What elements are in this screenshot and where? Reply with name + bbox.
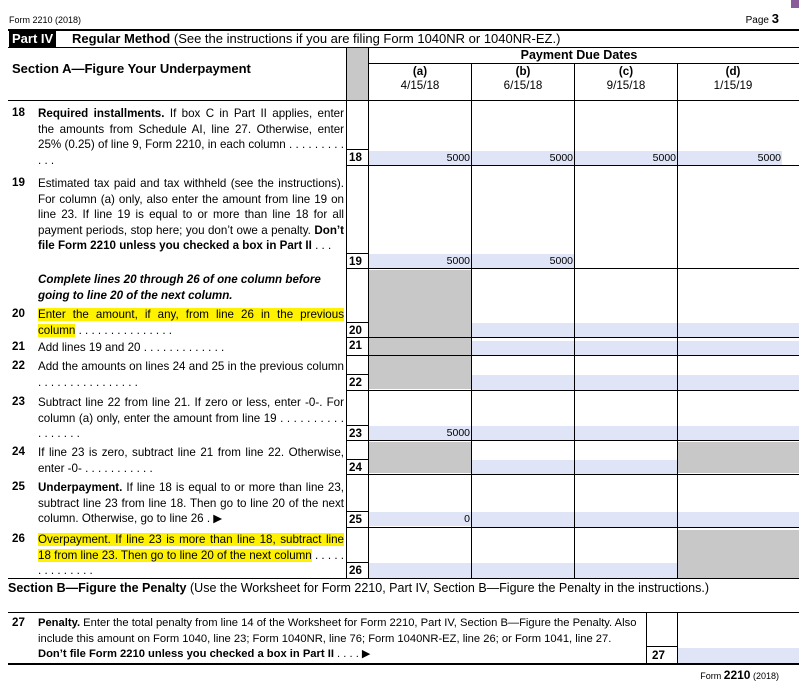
col-c-header: [575, 65, 677, 93]
line-25-text: [38, 480, 344, 527]
line-24-text: [38, 445, 344, 476]
line-18-col-a[interactable]: 5000: [369, 151, 472, 165]
col-d-shade-24: [678, 442, 799, 473]
col-a-shade-24: [369, 442, 471, 473]
col-d-shade-26: [678, 530, 799, 578]
part-instructions: (See the instructions if you are filing Form 1040NR or 1040NR-EZ.): [173, 31, 561, 46]
line-27-text: [38, 616, 642, 663]
line-25-num: 25: [12, 480, 25, 493]
line-23-col-c[interactable]: [575, 426, 677, 440]
part-tag: Part IV: [9, 31, 56, 47]
line-19-col-b[interactable]: 5000: [472, 254, 575, 268]
line-18-num: 18: [12, 106, 25, 119]
line-25-col-b[interactable]: [472, 512, 574, 527]
line-24-box: 24: [346, 459, 368, 475]
line-23-text: [38, 395, 344, 442]
line-22-dots: . . . . . . . . . . . . . . . .: [38, 375, 138, 389]
line-23-dots: . . . . . . . . . . . . . . . . .: [38, 411, 344, 441]
col-a-shade-20-22: [369, 270, 471, 389]
line-22-text: [38, 359, 344, 390]
col-b-header: [472, 65, 574, 93]
col-b-label: (b): [515, 65, 531, 78]
footer: [700, 668, 779, 682]
line-18-col-d[interactable]: 5000: [678, 151, 782, 165]
form-id: Form 2210 (2018): [9, 15, 82, 25]
section-b-header: [8, 581, 768, 596]
section-a-title: Section A—Figure Your Underpayment: [12, 61, 251, 76]
line-27-bold: Penalty.: [38, 617, 81, 629]
line-19-dots: . . .: [315, 239, 332, 253]
line-22-col-d[interactable]: [678, 375, 799, 390]
line-25-box: 25: [346, 511, 368, 527]
line-23-num: 23: [12, 395, 25, 408]
line-26-col-c[interactable]: [575, 563, 677, 578]
line-26-body: Overpayment. If line 23 is more than line 18, subtract line 18 from line 23. Then go to line 20 of the next column: [38, 533, 344, 562]
line-24-body: If line 23 is zero, subtract line 21 from line 22. Otherwise, enter -0-: [38, 446, 344, 475]
part-title: Regular Method: [72, 31, 171, 46]
line-19-num: 19: [12, 176, 25, 189]
line-24-num: 24: [12, 445, 25, 458]
line-19-text: [38, 176, 344, 254]
line-23-box: 23: [346, 425, 368, 441]
header-shade: [346, 48, 368, 100]
line-23-body: Subtract line 22 from line 21. If zero or less, enter -0-. For column (a) only, enter the amount from line 19: [38, 396, 344, 425]
col-d-header: [678, 65, 788, 93]
line-18-box: 18: [346, 149, 368, 165]
line-23-col-d[interactable]: [678, 426, 799, 440]
col-b-date: 6/15/18: [503, 79, 543, 92]
line-18-col-c[interactable]: 5000: [575, 151, 678, 165]
page-number: [746, 11, 779, 26]
payment-due-dates: Payment Due Dates: [520, 48, 638, 62]
line-20-text: [38, 307, 344, 338]
line-23-col-b[interactable]: [472, 426, 574, 440]
line-24-col-c[interactable]: [575, 460, 677, 474]
line-22-col-b[interactable]: [472, 375, 574, 390]
line-20-col-d[interactable]: [678, 323, 799, 337]
line-27-num: 27: [12, 616, 25, 629]
line-18-col-b[interactable]: 5000: [472, 151, 575, 165]
line-22-num: 22: [12, 359, 25, 372]
line-27-bold2: Don’t file Form 2210 unless you checked a box in Part II: [38, 648, 334, 661]
line-26-col-a[interactable]: [369, 563, 471, 578]
line-20-dots: . . . . . . . . . . . . . . .: [78, 323, 173, 337]
line-21-num: 21: [12, 340, 25, 353]
col-c-date: 9/15/18: [606, 79, 646, 92]
line-22-box: 22: [346, 374, 368, 390]
line-24-dots: . . . . . . . . . . .: [85, 461, 153, 475]
part-heading: [72, 31, 560, 47]
col-a-header: [369, 65, 471, 93]
line-18-bold: Required installments.: [38, 107, 165, 120]
line-19-body: Estimated tax paid and tax withheld (see the instructions). For column (a) only, also enter the amount from line 19 on line 23. If line 19 is equal to or more than line 18 for all payment periods, stop here; you don’t owe a penalty.: [38, 177, 344, 237]
page-label: Page: [745, 15, 769, 26]
line-20-col-b[interactable]: [472, 323, 574, 337]
line-24-col-b[interactable]: [472, 460, 574, 474]
line-26-dots: . . . . . . . . . . . . . .: [38, 548, 344, 578]
line-26-col-b[interactable]: [472, 563, 574, 578]
footer-num: 2210: [723, 668, 751, 682]
line-18-text: [38, 106, 344, 168]
line-25-col-a[interactable]: 0: [369, 512, 472, 526]
line-19-bold: Don’t file Form 2210 unless you checked a box in Part II: [38, 223, 344, 253]
page-num: 3: [771, 11, 779, 26]
line-27-amount[interactable]: [678, 648, 799, 663]
line-25-col-d[interactable]: [678, 512, 799, 527]
line-19-col-a[interactable]: 5000: [369, 254, 472, 268]
corner-marker: [791, 0, 799, 8]
line-26-text: [38, 532, 344, 579]
line-25-dots: . ▶: [206, 512, 223, 526]
complete-note: Complete lines 20 through 26 of one column before going to line 20 of the next column.: [38, 273, 321, 302]
line-20-col-c[interactable]: [575, 323, 677, 337]
line-23-col-a[interactable]: 5000: [369, 426, 472, 440]
line-22-body: Add the amounts on lines 24 and 25 in the previous column: [38, 360, 344, 373]
line-19-box: 19: [346, 253, 368, 269]
line-18-body: If box C in Part II applies, enter the amounts from Schedule AI, line 27. Otherwise, enter 25% (0.25) of line 9, Form 2210, in each column: [38, 107, 344, 152]
col-c-label: (c): [618, 65, 634, 78]
footer-year: (2018): [752, 671, 779, 681]
line-21-dots: . . . . . . . . . . . . .: [143, 341, 225, 354]
footer-form: Form: [700, 671, 722, 681]
col-a-date: 4/15/18: [400, 79, 440, 92]
line-22-col-c[interactable]: [575, 375, 677, 390]
col-d-date: 1/15/19: [713, 79, 753, 92]
col-d-label: (d): [725, 65, 741, 78]
line-25-col-c[interactable]: [575, 512, 677, 527]
line-27-body: Enter the total penalty from line 14 of the Worksheet for Form 2210, Part IV, Section B—Figure the Penalty. Also include this amount on Form 1040, line 23; Form 1040NR, line 76; Form 1040NR-EZ, line 26; or Form 1041, line 27.: [38, 617, 637, 645]
line-20-body: Enter the amount, if any, from line 26 in the previous column: [38, 308, 344, 337]
line-21-body: Add lines 19 and 20: [38, 341, 141, 354]
line-26-box: 26: [346, 562, 368, 578]
line-25-bold: Underpayment.: [38, 481, 123, 494]
line-20-num: 20: [12, 307, 25, 320]
col-a-label: (a): [412, 65, 428, 78]
line-21-box: 21: [349, 339, 362, 352]
line-21-col-c[interactable]: [575, 341, 677, 355]
line-20-box: 20: [346, 322, 368, 338]
line-27-dots: . . . . ▶: [337, 648, 371, 661]
section-b-title: Section B—Figure the Penalty: [8, 581, 187, 595]
line-25-body: If line 18 is equal to or more than line 23, subtract line 23 from line 18. Then go to line 20 of the next column. Otherwise, go to line 26: [38, 481, 344, 526]
line-27-box: 27: [652, 649, 665, 662]
line-26-num: 26: [12, 532, 25, 545]
section-b-instructions: (Use the Worksheet for Form 2210, Part IV, Section B—Figure the Penalty in the instructions.): [190, 581, 709, 595]
line-21-col-b[interactable]: [472, 341, 574, 355]
line-18-dots: . . . . . . . . . . . .: [38, 138, 344, 167]
line-21-col-d[interactable]: [678, 341, 799, 355]
line-21-text: [38, 340, 344, 356]
